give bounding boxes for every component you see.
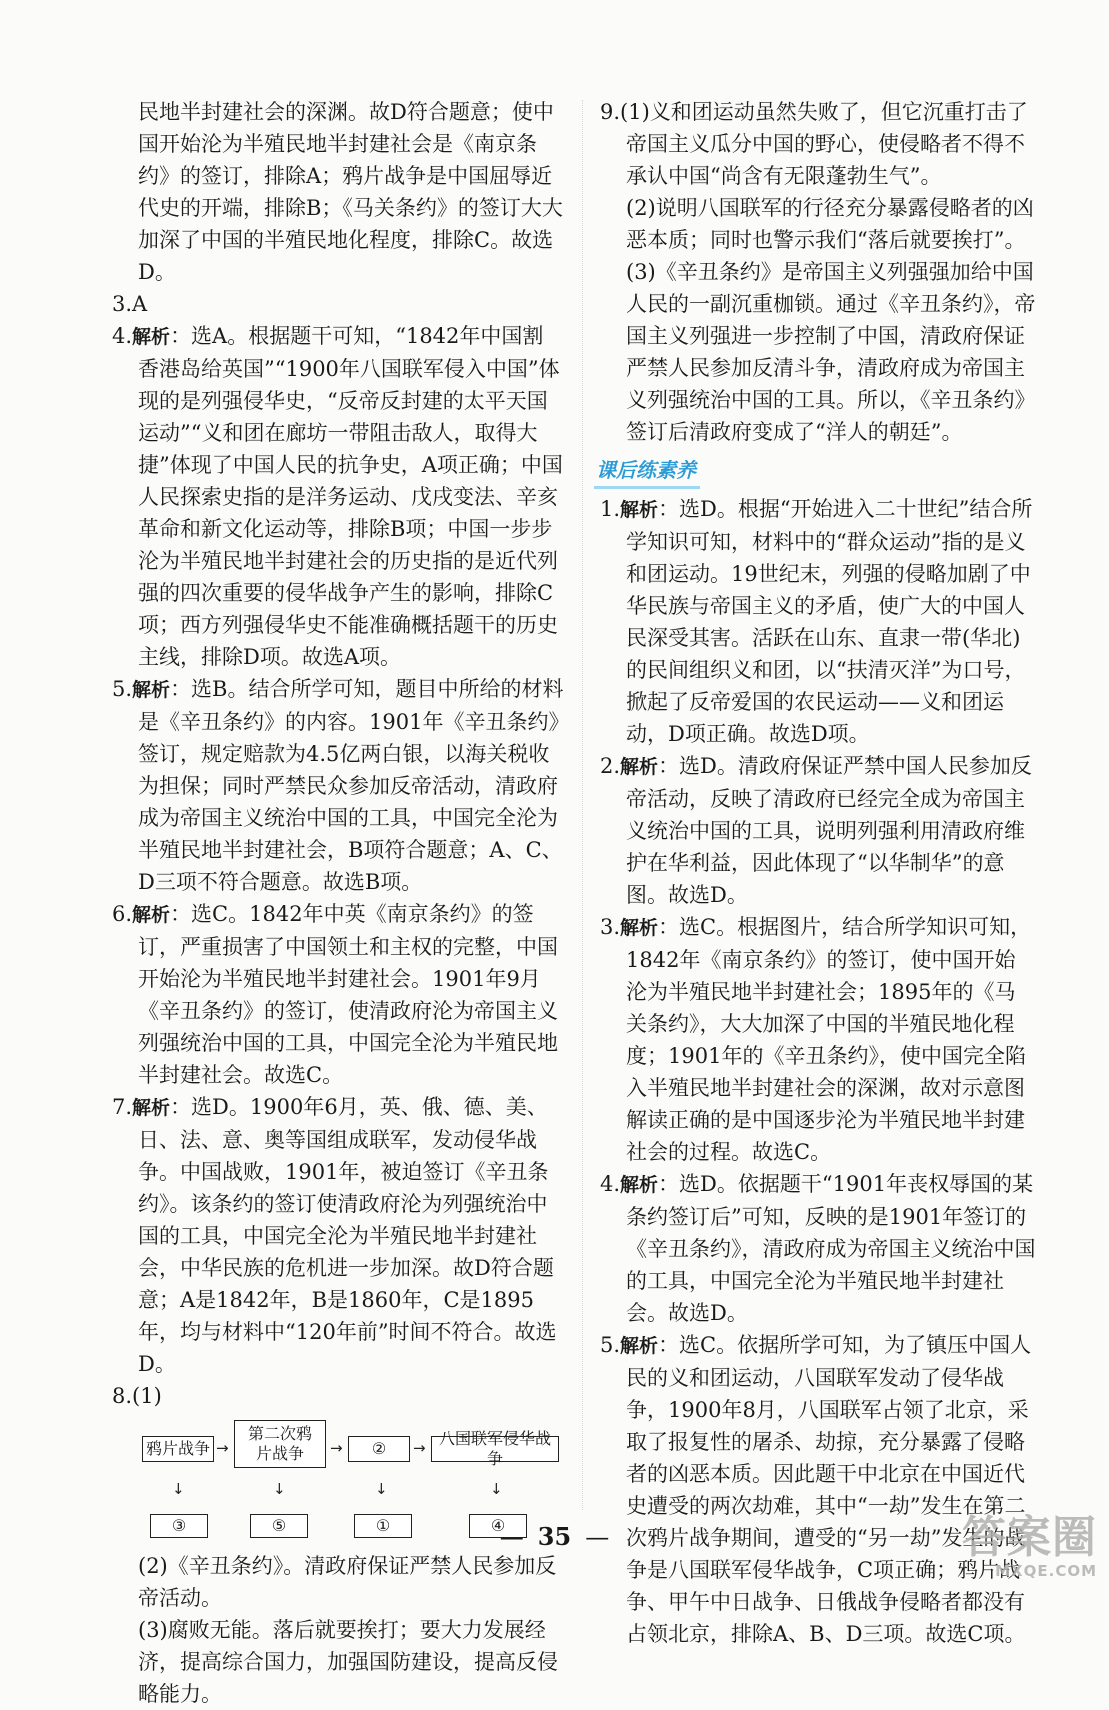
answer-part-1: (1)义和团运动虽然失败了，但它沉重打击了帝国主义瓜分中国的野心，使侵略者不得不承认中国“尚含有无限蓬勃生气”。 <box>620 100 1028 188</box>
answer-number: 3. <box>112 292 133 316</box>
intro-paragraph: 民地半封建社会的深渊。故D符合题意；使中国开始沦为半殖民地半封建社会是《南京条约》的签订，排除A；鸦片战争是中国屈辱近代史的开端，排除B；《马关条约》的签订大大加深了中国的半殖民地化程度，排除C。故选D。 <box>138 100 563 284</box>
diagram-box-eight-nation: 八国联军侵华战争 <box>431 1436 559 1462</box>
analysis-label: 解析 <box>132 326 171 348</box>
answer-text: ：选D。依据题干“1901年丧权辱国的某条约签订后”可知，反映的是1901年签订的《辛丑条约》，清政府成为帝国主义统治中国的工具，中国完全沦为半殖民地半封建社会。故选D。 <box>626 1172 1036 1325</box>
answer-5 <box>112 673 564 898</box>
answer-text: ：选B。结合所学可知，题目中所给的材料是《辛丑条约》的内容。1901年《辛丑条约》签订，规定赔款为4.5亿两白银，以海关税收为担保；同时严禁民众参加反帝活动，清政府成为帝国主义统治中国的工具，中国完全沦为半殖民地半封建社会，B项符合题意；A、C、D三项不符合题意。故选B项。 <box>138 677 564 894</box>
answer-text: ：选D。清政府保证严禁中国人民参加反帝活动，反映了清政府已经完全成为帝国主义统治中国的工具，说明列强利用清政府维护在华利益，因此体现了“以华制华”的意图。故选D。 <box>626 754 1032 907</box>
answer-8-part-2: (2)《辛丑条约》。清政府保证严禁人民参加反帝活动。 <box>138 1554 557 1610</box>
answer-number: 7. <box>112 1095 133 1119</box>
answer-number: 4. <box>600 1172 621 1196</box>
page-number <box>0 1522 1109 1551</box>
analysis-label: 解析 <box>620 1335 659 1357</box>
left-column <box>112 96 564 1710</box>
practice-answer-2 <box>600 750 1036 911</box>
diagram-box-blank-3: ③ <box>150 1514 208 1538</box>
analysis-label: 解析 <box>620 1174 659 1196</box>
answer-number: 5. <box>112 677 133 701</box>
down-arrow-icon: ↓ <box>273 1480 286 1498</box>
right-arrow-icon: → <box>330 1439 343 1457</box>
watermark-text: 答案圈 <box>962 1512 1097 1563</box>
section-heading: 课后练素养 <box>594 454 700 489</box>
diagram-box-blank-1: ① <box>354 1514 412 1538</box>
dash-decoration: — <box>499 1523 524 1551</box>
answer-number: 6. <box>112 902 133 926</box>
practice-answer-3 <box>600 911 1036 1168</box>
analysis-label: 解析 <box>620 756 659 778</box>
diagram-box-blank-4: ④ <box>469 1514 527 1538</box>
watermark-logo <box>947 1514 1097 1590</box>
answer-text: ：选C。依据所学可知，为了镇压中国人民的义和团运动，八国联军发动了侵华战争，1900年8月，八国联军占领了北京，采取了报复性的屠杀、劫掠，充分暴露了侵略者的凶恶本质。因此题干中北京在中国近代史遭受的两次劫难，其中“一劫”发生在第二次鸦片战争期间，遭受的“另一劫”发生的战争是八国联军侵华战争，C项正确；鸦片战争、甲午中日战争、日俄战争侵略者都没有占领北京，排除A、B、D三项。故选C项。 <box>626 1333 1032 1646</box>
answer-number: 5. <box>600 1333 621 1357</box>
page-number-value: 35 <box>537 1522 572 1551</box>
answer-text: ：选C。根据图片，结合所学知识可知，1842年《南京条约》的签订，使中国开始沦为半殖民地半封建社会；1895年的《马关条约》，大大加深了中国的半殖民地化程度；1901年的《辛丑条约》，使中国完全陷入半殖民地半封建社会的深渊，故对示意图解读正确的是中国逐步沦为半殖民地半封建社会的过程。故选C。 <box>626 915 1032 1164</box>
answer-9 <box>600 96 1036 192</box>
answer-9-part-2: (2)说明八国联军的行径充分暴露侵略者的凶恶本质；同时也警示我们“落后就要挨打”。 <box>626 196 1034 252</box>
answer-number: 8. <box>112 1384 133 1408</box>
diagram-box-blank-5: ⑤ <box>250 1514 308 1538</box>
answer-4 <box>112 320 564 673</box>
answer-number: 1. <box>600 497 621 521</box>
answer-7 <box>112 1091 564 1380</box>
dash-decoration: — <box>585 1523 610 1551</box>
analysis-label: 解析 <box>132 679 171 701</box>
diagram-box-blank-2: ② <box>348 1436 410 1462</box>
answer-number: 3. <box>600 915 621 939</box>
answer-9-part-3: (3)《辛丑条约》是帝国主义列强强加给中国人民的一副沉重枷锁。通过《辛丑条约》，帝国主义列强进一步控制了中国，清政府保证严禁人民参加反清斗争，清政府成为帝国主义列强统治中国的工具。所以，《辛丑条约》签订后清政府变成了“洋人的朝廷”。 <box>626 260 1036 444</box>
down-arrow-icon: ↓ <box>490 1480 503 1498</box>
right-arrow-icon: → <box>216 1439 229 1457</box>
column-divider <box>582 100 583 1510</box>
analysis-label: 解析 <box>620 917 659 939</box>
answer-number: 9. <box>600 100 621 124</box>
answer-text: ：选D。1900年6月，英、俄、德、美、日、法、意、奥等国组成联军，发动侵华战争。中国战败，1901年，被迫签订《辛丑条约》。该条约的签订使清政府沦为列强统治中国的工具，中国完全沦为半殖民地半封建社会，中华民族的危机进一步加深。故D符合题意；A是1842年，B是1860年，C是1895年，均与材料中“120年前”时间不符合。故选D。 <box>138 1095 557 1376</box>
diagram-box-second-opium-war: 第二次鸦片战争 <box>234 1420 326 1468</box>
answer-text: ：选A。根据题干可知，“1842年中国割香港岛给英国”“1900年八国联军侵入中国”体现的是列强侵华史，“反帝反封建的太平天国运动”“义和团在廊坊一带阻击敌人，取得大捷”体现了中国人民的抗争史，A项正确；中国人民探索史指的是洋务运动、戊戌变法、辛亥革命和新文化运动等，排除B项；中国一步步沦为半殖民地半封建社会的历史指的是近代列强的四次重要的侵华战争产生的影响，排除C项；西方列强侵华史不能准确概括题干的历史主线，排除D项。故选A项。 <box>138 324 563 669</box>
analysis-label: 解析 <box>620 499 659 521</box>
answer-6 <box>112 898 564 1091</box>
answer-text: A <box>132 292 148 316</box>
watermark-url: MXQE.COM <box>995 1562 1097 1580</box>
right-arrow-icon: → <box>413 1439 426 1457</box>
answer-part-1: (1) <box>132 1384 162 1408</box>
analysis-label: 解析 <box>132 1097 171 1119</box>
answer-text: ：选C。1842年中英《南京条约》的签订，严重损害了中国领土和主权的完整，中国开始沦为半殖民地半封建社会。1901年9月《辛丑条约》的签订，使清政府沦为帝国主义列强统治中国的工具，中国完全沦为半殖民地半封建社会。故选C。 <box>138 902 558 1087</box>
analysis-label: 解析 <box>132 904 171 926</box>
practice-answer-5 <box>600 1329 1036 1650</box>
answer-number: 4. <box>112 324 133 348</box>
practice-answer-4 <box>600 1168 1036 1329</box>
answer-3 <box>112 288 564 320</box>
answer-text: ：选D。根据“开始进入二十世纪”结合所学知识可知，材料中的“群众运动”指的是义和团运动。19世纪末，列强的侵略加剧了中华民族与帝国主义的矛盾，使广大的中国人民深受其害。活跃在山东、直隶一带(华北)的民间组织义和团，以“扶清灭洋”为口号，掀起了反帝爱国的农民运动——义和团运动，D项正确。故选D项。 <box>626 497 1033 746</box>
answer-8 <box>112 1380 564 1412</box>
down-arrow-icon: ↓ <box>375 1480 388 1498</box>
right-column <box>596 96 1036 1650</box>
down-arrow-icon: ↓ <box>172 1480 185 1498</box>
answer-8-part-3: (3)腐败无能。落后就要挨打；要大力发展经济，提高综合国力，加强国防建设，提高反侵略能力。 <box>138 1618 558 1706</box>
diagram-box-opium-war: 鸦片战争 <box>142 1436 214 1462</box>
answer-number: 2. <box>600 754 621 778</box>
practice-answer-1 <box>600 493 1036 750</box>
